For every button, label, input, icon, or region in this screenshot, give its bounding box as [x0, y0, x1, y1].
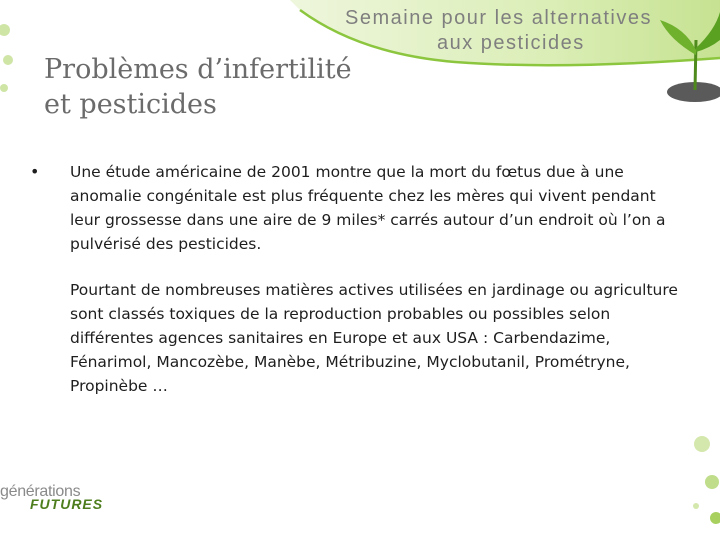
paragraph-2: Pourtant de nombreuses matières actives utilisées en jardinage ou agriculture sont classés toxiques de la reproduction probables ou possibles selon différentes agences sanitaires en Europe et aux USA : Carbendazime, Fénarimol, Mancozèbe, Manèbe, Métribuzine, Myclobutanil, Prométryne, Propinèbe … — [70, 281, 678, 395]
bullet-item — [30, 160, 680, 256]
logo-text-top: générations — [0, 483, 81, 500]
title-line-2: et pesticides — [44, 89, 217, 120]
slide-title — [44, 52, 352, 122]
banner-line-2: aux pesticides — [437, 32, 585, 54]
bullet-marker: • — [30, 162, 40, 181]
title-line-1: Problèmes d’infertilité — [44, 54, 352, 85]
slide-body — [30, 160, 680, 398]
left-decoration — [0, 0, 20, 120]
logo-text-bottom: FUTURES — [30, 496, 104, 512]
banner-line-1: Semaine pour les alternatives — [345, 7, 652, 29]
paragraph-1: Une étude américaine de 2001 montre que la mort du fœtus due à une anomalie congénitale est plus fréquente chez les mères qui vivent pendant leur grossesse dans une aire de 9 miles* carrés autour d’un endroit où l’on a pulvérisé des pesticides. — [70, 163, 666, 253]
campaign-banner-text — [345, 6, 705, 56]
generations-futures-logo — [0, 483, 120, 523]
decorative-dots — [660, 420, 720, 540]
